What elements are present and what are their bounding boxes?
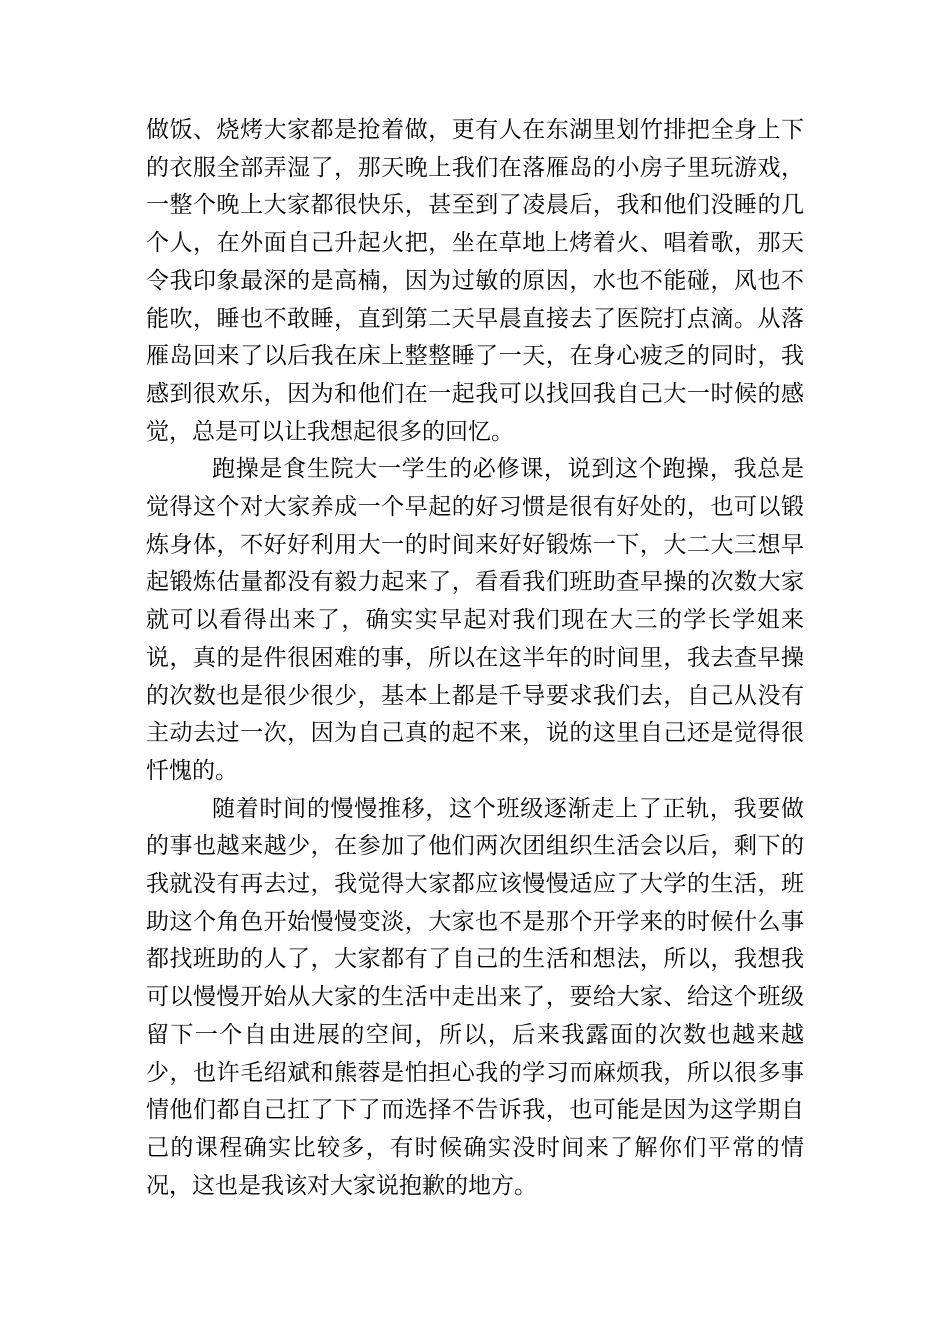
paragraph-1: 做饭、烧烤大家都是抢着做，更有人在东湖里划竹排把全身上下的衣服全部弄湿了，那天晚上我们在落雁岛的小房子里玩游戏，一整个晚上大家都很快乐，甚至到了凌晨后，我和他们没睡的几个人，在外面自己升起火把，坐在草地上烤着火、唱着歌，那天令我印象最深的是高楠，因为过敏的原因，水也不能碰，风也不能吹，睡也不敢睡，直到第二天早晨直接去了医院打点滴。从落雁岛回来了以后我在床上整整睡了一天，在身心疲乏的同时，我感到很欢乐，因为和他们在一起我可以找回我自己大一时候的感觉，总是可以让我想起很多的回忆。 (146, 117, 804, 445)
paragraph-3: 随着时间的慢慢推移，这个班级逐渐走上了正轨，我要做的事也越来越少，在参加了他们两次团组织生活会以后，剩下的我就没有再去过，我觉得大家都应该慢慢适应了大学的生活，班助这个角色开始慢慢变淡，大家也不是那个开学来的时候什么事都找班助的人了，大家都有了自己的生活和想法，所以，我想我可以慢慢开始从大家的生活中走出来了，要给大家、给这个班级留下一个自由进展的空间，所以，后来我露面的次数也越来越少，也许毛绍斌和熊蓉是怕担心我的学习而麻烦我，所以很多事情他们都自己扛了下了而选择不告诉我，也可能是因为这学期自己的课程确实比较多，有时候确实没时间来了解你们平常的情况，这也是我该对大家说抱歉的地方。 (146, 795, 804, 1199)
paragraph-2: 跑操是食生院大一学生的必修课，说到这个跑操，我总是觉得这个对大家养成一个早起的好习惯是很有好处的，也可以锻炼身体，不好好利用大一的时间来好好锻炼一下，大二大三想早起锻炼估量都没有毅力起来了，看看我们班助查早操的次数大家就可以看得出来了，确实实早起对我们现在大三的学长学姐来说，真的是件很困难的事，所以在这半年的时间里，我去查早操的次数也是很少很少，基本上都是千导要求我们去，自己从没有主动去过一次，因为自己真的起不来，说的这里自己还是觉得很忏愧的。 (146, 456, 804, 784)
body-text (146, 112, 804, 1205)
